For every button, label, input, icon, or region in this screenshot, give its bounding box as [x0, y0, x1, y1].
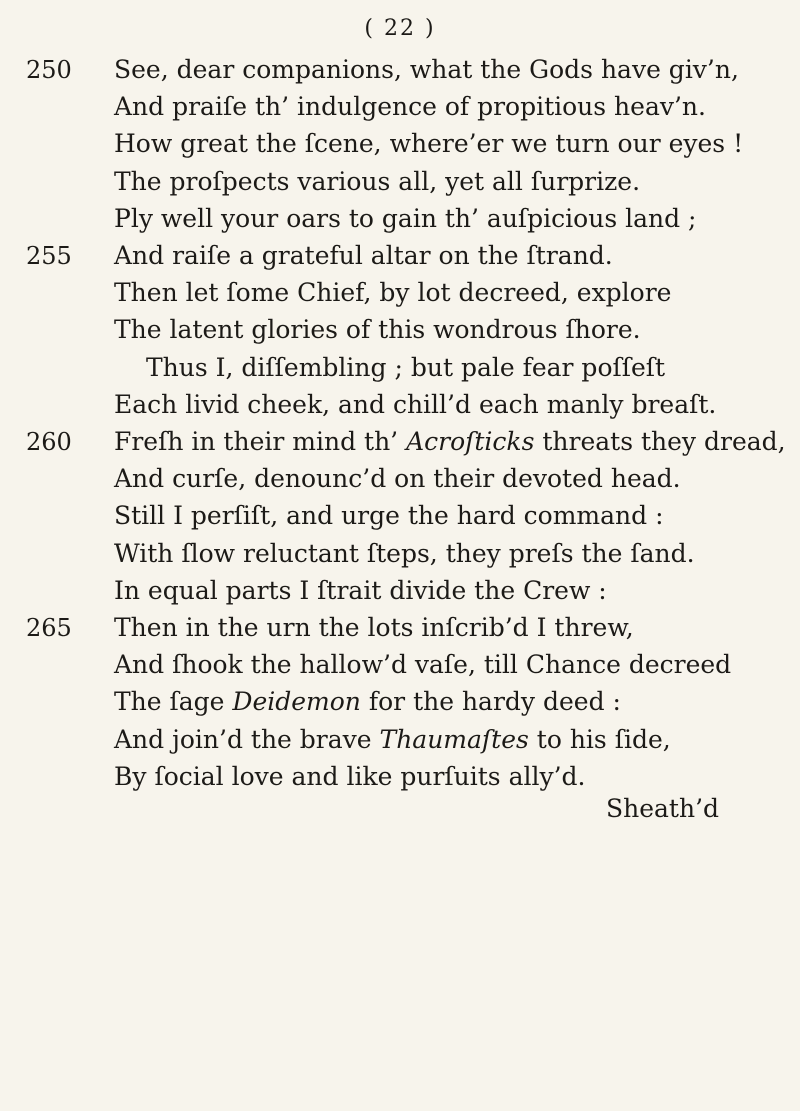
line-text — [114, 684, 621, 720]
line-text-italic-name: Deidemon — [232, 687, 361, 717]
line-text-italic-name: Acroſticks — [406, 427, 535, 456]
poem-line — [0, 536, 800, 572]
line-text-before: The ſage — [114, 687, 233, 717]
poem-line — [0, 350, 800, 386]
line-text: How great the ſcene, where’er we turn our eyes ! — [114, 129, 744, 159]
line-text: By ſocial love and like purſuits ally’d. — [114, 761, 586, 791]
line-text: Then let ſome Chief, by lot decreed, explore — [114, 278, 672, 308]
poem-line — [0, 684, 800, 720]
line-text: And ſhook the hallow’d vaſe, till Chance decreed — [114, 650, 732, 680]
line-text: The latent glories of this wondrous ſhore. — [114, 315, 641, 345]
poem-line — [0, 424, 800, 460]
poem-line — [0, 89, 800, 125]
line-text: Still I perſiſt, and urge the hard command : — [114, 501, 664, 531]
poem-line — [0, 387, 800, 423]
poem-line — [0, 52, 800, 88]
line-text: The proſpects various all, yet all ſurprize. — [114, 166, 641, 196]
line-text: Ply well your oars to gain th’ auſpicious land ; — [114, 203, 697, 233]
poem-line — [0, 610, 800, 646]
poem-line — [0, 498, 800, 534]
poem-line — [0, 164, 800, 200]
poem-line — [0, 126, 800, 162]
line-number: 265 — [26, 614, 72, 642]
poem-line — [0, 722, 800, 758]
poem-line — [0, 461, 800, 497]
line-text-italic-name: Thaumaſtes — [379, 724, 529, 754]
line-number: 260 — [26, 428, 72, 456]
poem-line — [0, 275, 800, 311]
poem-line — [0, 201, 800, 237]
line-text-after: for the hardy deed : — [360, 687, 621, 717]
line-text-after: threats they dread, — [534, 427, 786, 456]
poem-line — [0, 759, 800, 795]
poem-line — [0, 647, 800, 683]
poem-line — [0, 573, 800, 609]
line-text: And curſe, denounc’d on their devoted head. — [114, 464, 681, 494]
line-text-after: to his ſide, — [528, 724, 671, 754]
line-number: 250 — [26, 56, 72, 84]
line-text-before: Freſh in their mind th’ — [114, 427, 407, 456]
line-text: With ſlow reluctant ſteps, they preſs the ſand. — [114, 538, 695, 568]
poem-line — [0, 238, 800, 274]
line-text: See, dear companions, what the Gods have giv’n, — [114, 55, 739, 84]
line-text: Thus I, diſſembling ; but pale fear poſſeſt — [146, 352, 666, 382]
line-text: In equal parts I ſtrait divide the Crew : — [114, 575, 607, 605]
catchword: Sheath’d — [606, 794, 720, 823]
line-text: Each livid cheek, and chill’d each manly breaſt. — [114, 389, 717, 419]
poem-line — [0, 312, 800, 348]
line-text — [114, 424, 786, 460]
line-text-before: And join’d the brave — [114, 724, 380, 754]
line-text: Then in the urn the lots inſcrib’d I threw, — [114, 613, 634, 642]
line-text — [114, 722, 671, 758]
line-number: 255 — [26, 242, 72, 270]
line-text: And raiſe a grateful altar on the ſtrand. — [114, 241, 613, 270]
page-number: ( 22 ) — [364, 16, 436, 41]
line-text: And praiſe th’ indulgence of propitious heav’n. — [114, 92, 706, 122]
